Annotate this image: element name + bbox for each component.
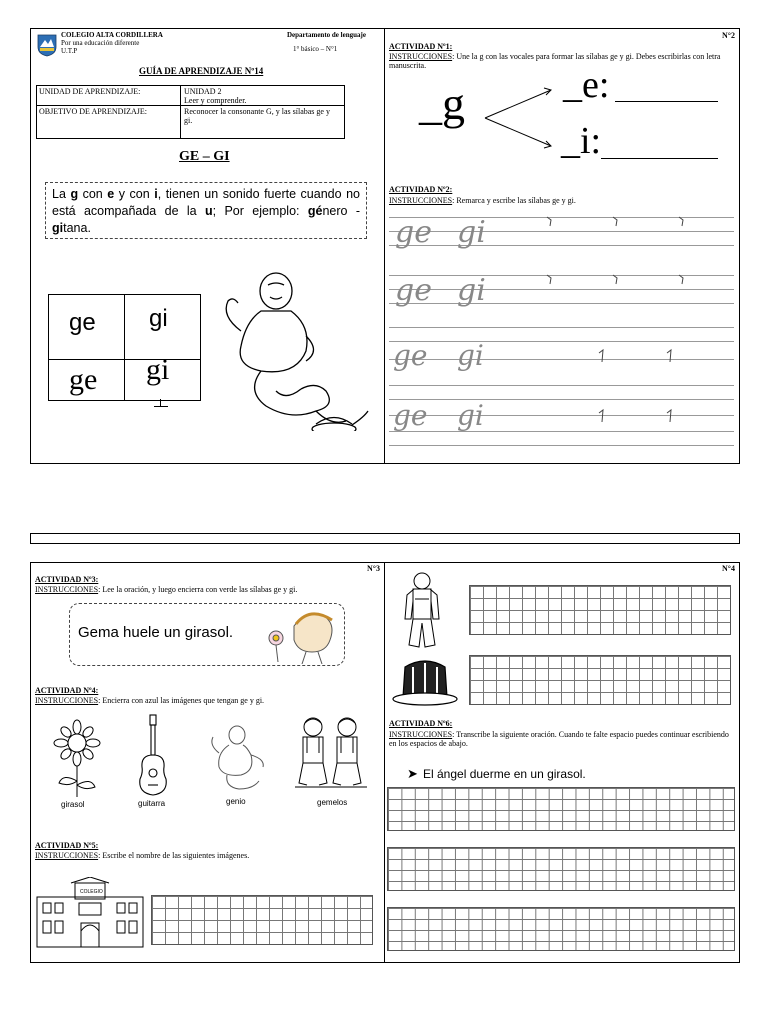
objective-label: OBJETIVO DE APRENDIZAJE: bbox=[39, 107, 147, 116]
label-guitarra: guitarra bbox=[138, 799, 166, 808]
trace-gi-4: gi bbox=[457, 399, 484, 432]
school-logo-icon bbox=[37, 33, 57, 57]
trace-ge-1: ge bbox=[395, 215, 432, 250]
activity-3-instructions: INSTRUCCIONES: Lee la oración, y luego encierra con verde las sílabas ge y gi. bbox=[35, 585, 298, 594]
trace-gi-1: gi bbox=[457, 215, 486, 250]
table-gi-serif: gi bbox=[146, 353, 170, 386]
trace-ge-4: ge bbox=[393, 399, 428, 432]
activity-4-instructions: INSTRUCCIONES: Encierra con azul las imágenes que tengan ge y gi. bbox=[35, 696, 265, 705]
writing-grid-sentence-3[interactable] bbox=[387, 907, 735, 951]
activity-3-title: ACTIVIDAD Nº3: bbox=[35, 575, 99, 584]
school-motto: Por una educación diferente bbox=[61, 39, 140, 47]
genie-small-icon bbox=[207, 723, 273, 795]
activity-1-instructions: INSTRUCCIONES: Une la g con las vocales para formar las sílabas ge y gi. Debes escribirlas con letra manuscrita. bbox=[389, 52, 721, 70]
answer-line-i bbox=[601, 158, 718, 159]
building-sign: COLEGIO bbox=[80, 889, 103, 895]
activity-6-instructions: INSTRUCCIONES: Transcribe la siguiente oración. Cuando te falte espacio puedes continuar escribiendo en los espacios de abajo. bbox=[389, 730, 729, 748]
trace-arrows bbox=[535, 213, 735, 433]
sunflower-icon bbox=[49, 719, 105, 799]
unit-value-2: Leer y comprender. bbox=[184, 96, 247, 105]
transcribe-sentence: El ángel duerme en un girasol. bbox=[423, 767, 586, 781]
giant-icon bbox=[397, 571, 447, 651]
trace-gi-2: gi bbox=[457, 273, 486, 308]
school-name: COLEGIO ALTA CORDILLERA bbox=[61, 31, 163, 39]
label-gemelos: gemelos bbox=[317, 798, 348, 807]
unit-table bbox=[36, 85, 345, 139]
writing-grid-jelly[interactable] bbox=[469, 655, 731, 705]
activity-2-instructions: INSTRUCCIONES: Remarca y escribe las sílabas ge y gi. bbox=[389, 196, 576, 205]
genie-illustration bbox=[206, 261, 371, 431]
label-girasol: girasol bbox=[61, 800, 85, 809]
activity-4-title: ACTIVIDAD Nº4: bbox=[35, 686, 99, 695]
rule-box bbox=[45, 182, 367, 239]
page-4 bbox=[384, 562, 740, 963]
letter-e: _e: bbox=[563, 64, 610, 106]
rule-text: La g con e y con i, tienen un sonido fuerte cuando no está acompañada de la u; Por ejemplo: género - gitana. bbox=[52, 187, 360, 235]
school-unit: U.T.P bbox=[61, 47, 78, 55]
answer-line-e bbox=[615, 101, 718, 102]
writing-grid-sentence-1[interactable] bbox=[387, 787, 735, 831]
guitar-icon bbox=[135, 713, 171, 797]
page-number-2: N°2 bbox=[722, 31, 735, 40]
sentence-text: Gema huele un girasol. bbox=[78, 624, 234, 641]
grade: 1° básico – N°1 bbox=[293, 45, 338, 53]
guide-title: GUÍA DE APRENDIZAJE Nº14 bbox=[139, 66, 264, 76]
unit-value-1: UNIDAD 2 bbox=[184, 87, 222, 96]
page-number-4: N°4 bbox=[722, 564, 735, 573]
trace-ge-3: ge bbox=[393, 339, 428, 372]
writing-grid-giant[interactable] bbox=[469, 585, 731, 635]
girl-flower-illustration bbox=[256, 606, 342, 664]
letter-g: _g bbox=[419, 78, 465, 129]
department: Departamento de lenguaje bbox=[287, 31, 366, 39]
trace-ge-2: ge bbox=[395, 273, 432, 308]
jelly-icon bbox=[391, 653, 459, 707]
sentence-box bbox=[69, 603, 345, 666]
divider-bar bbox=[30, 533, 740, 544]
page-3 bbox=[30, 562, 385, 963]
label-genio: genio bbox=[226, 797, 246, 806]
activity-6-title: ACTIVIDAD Nº6: bbox=[389, 719, 453, 728]
letter-i: _i: bbox=[561, 120, 602, 162]
activity-5-title: ACTIVIDAD Nº5: bbox=[35, 841, 99, 850]
page-2 bbox=[384, 28, 740, 464]
ge-gi-title: GE – GI bbox=[179, 149, 230, 164]
writing-grid-sentence-2[interactable] bbox=[387, 847, 735, 891]
trace-gi-3: gi bbox=[457, 339, 484, 372]
page-1 bbox=[30, 28, 385, 464]
objective-value: Reconocer la consonante G, y las sílabas ge y gi. bbox=[184, 107, 330, 125]
arrows bbox=[483, 84, 558, 154]
twins-icon bbox=[293, 713, 369, 797]
activity-5-instructions: INSTRUCCIONES: Escribe el nombre de las siguientes imágenes. bbox=[35, 851, 250, 860]
page-number-3: N°3 bbox=[367, 564, 380, 573]
unit-label: UNIDAD DE APRENDIZAJE: bbox=[39, 87, 141, 96]
bullet-icon: ➤ bbox=[407, 766, 418, 781]
table-gi-print: gi bbox=[149, 305, 168, 332]
cross-mark bbox=[154, 406, 168, 407]
activity-1-title: ACTIVIDAD Nº1: bbox=[389, 42, 453, 51]
table-ge-print: ge bbox=[69, 309, 96, 336]
table-ge-serif: ge bbox=[69, 363, 98, 396]
syllable-table bbox=[48, 294, 201, 401]
activity-2-title: ACTIVIDAD Nº2: bbox=[389, 185, 453, 194]
school-building-icon bbox=[35, 877, 145, 949]
writing-grid-building[interactable] bbox=[151, 895, 373, 945]
